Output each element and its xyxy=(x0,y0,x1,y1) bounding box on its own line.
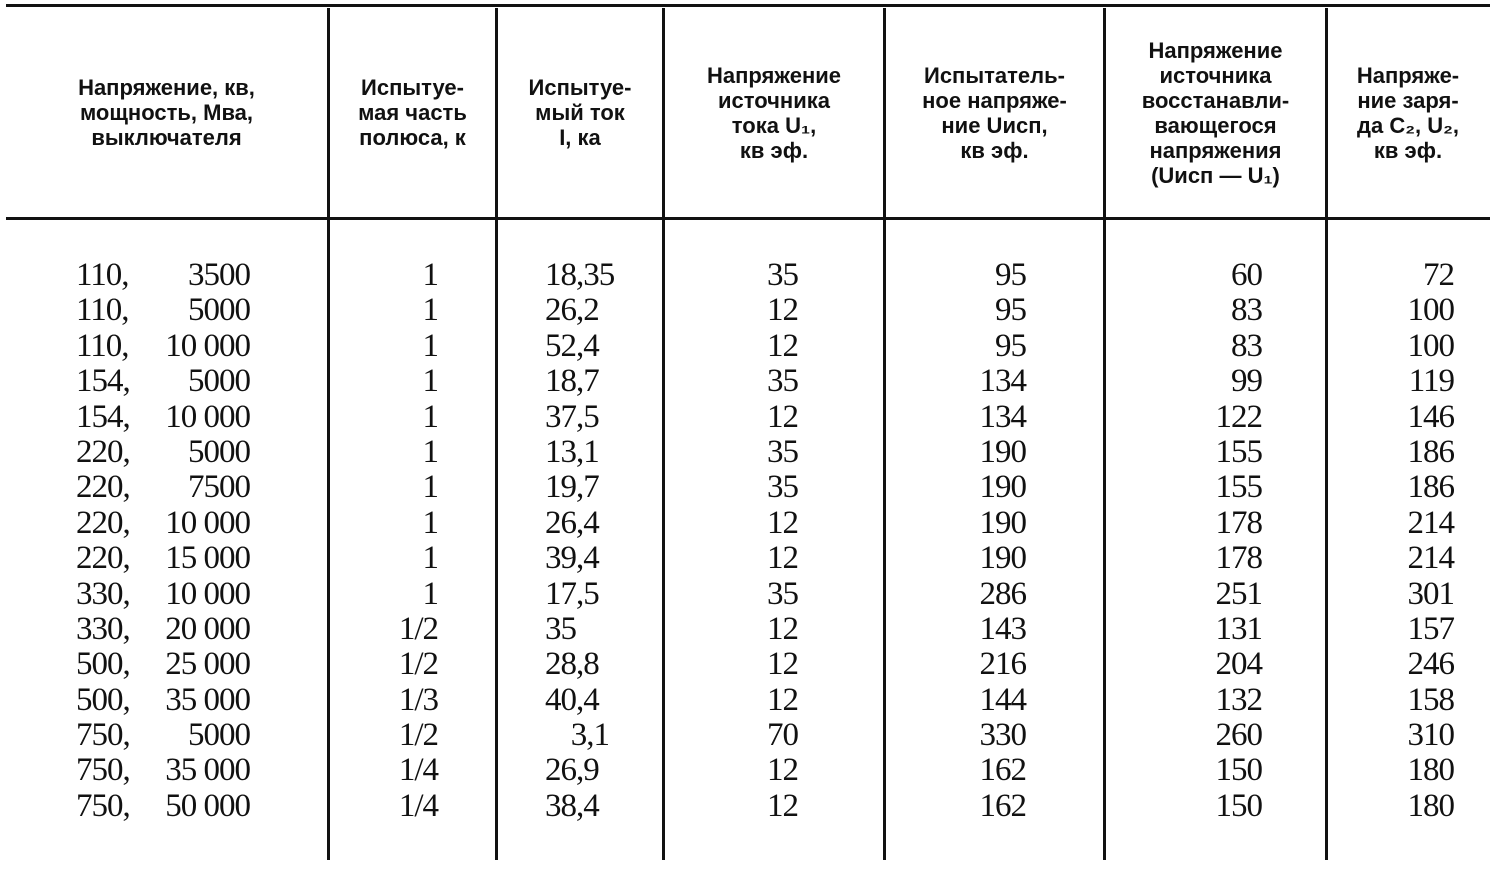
table-cell: 28,8 xyxy=(545,646,599,683)
header-tested-part: Испытуе- мая часть полюса, к xyxy=(358,75,467,150)
table-row: 110, 10 000 xyxy=(76,327,250,364)
table-cell: 190 xyxy=(979,433,1026,470)
column-recovery-voltage xyxy=(1186,258,1262,824)
table-cell: 180 xyxy=(1407,787,1454,824)
table-row: 330, 10 000 xyxy=(76,575,250,612)
table-cell: 12 xyxy=(767,681,798,718)
table-cell: 214 xyxy=(1407,504,1454,541)
table-cell: 35 xyxy=(767,433,798,470)
table-row: 500, 35 000 xyxy=(76,681,250,718)
table-cell: 35 xyxy=(767,363,798,400)
table-cell: 134 xyxy=(979,398,1026,435)
table-cell: 35 xyxy=(767,575,798,612)
table-cell: 216 xyxy=(979,646,1026,683)
table-cell: 83 xyxy=(1231,292,1262,329)
table-cell: 260 xyxy=(1215,717,1262,754)
column-tested-part xyxy=(370,258,438,824)
table-cell: 246 xyxy=(1407,646,1454,683)
header-voltage-power: Напряжение, кв, мощность, Мва, выключателя xyxy=(78,75,255,150)
table-cell: 158 xyxy=(1407,681,1454,718)
table-cell: 1/3 xyxy=(398,681,438,718)
table-cell: 1 xyxy=(422,575,438,612)
table-cell: 146 xyxy=(1407,398,1454,435)
table-cell: 1 xyxy=(422,469,438,506)
table-cell: 72 xyxy=(1423,257,1454,293)
table-cell: 18,7 xyxy=(545,363,599,400)
table-cell: 150 xyxy=(1215,787,1262,824)
header-test-voltage: Испытатель- ное напряже- ние Uисп, кв эф. xyxy=(922,62,1067,163)
table-row: 220, 5000 xyxy=(76,433,250,470)
table-cell: 18,35 xyxy=(545,257,615,293)
table-cell: 99 xyxy=(1231,363,1262,400)
table-row: 330, 20 000 xyxy=(76,610,250,647)
table-row: 154, 10 000 xyxy=(76,398,250,435)
table-cell: 150 xyxy=(1215,752,1262,789)
table-cell: 1/2 xyxy=(398,646,438,683)
table-cell: 286 xyxy=(979,575,1026,612)
table-row: 220, 15 000 xyxy=(76,540,250,577)
table-cell: 1 xyxy=(422,398,438,435)
table-row: 154, 5000 xyxy=(76,363,250,400)
table-cell: 214 xyxy=(1407,540,1454,577)
table-row: 220, 7500 xyxy=(76,469,250,506)
table-cell: 17,5 xyxy=(545,575,599,612)
header-charge-voltage: Напряже- ние заря- да C₂, U₂, кв эф. xyxy=(1356,62,1460,163)
table-cell: 186 xyxy=(1407,433,1454,470)
table-cell: 3,1 xyxy=(570,717,609,754)
table-cell: 1 xyxy=(422,540,438,577)
table-cell: 12 xyxy=(767,292,798,329)
column-test-current xyxy=(545,258,645,824)
table-cell: 12 xyxy=(767,540,798,577)
table-cell: 100 xyxy=(1407,292,1454,329)
column-source-voltage xyxy=(748,258,798,824)
table-cell: 144 xyxy=(979,681,1026,718)
table-cell: 310 xyxy=(1407,717,1454,754)
table-cell: 1/4 xyxy=(398,787,438,824)
header-source-voltage: Напряжение источника тока U₁, кв эф. xyxy=(707,62,841,163)
table-cell: 26,2 xyxy=(545,292,599,329)
table-cell: 162 xyxy=(979,752,1026,789)
table-cell: 12 xyxy=(767,752,798,789)
table-cell: 162 xyxy=(979,787,1026,824)
table-cell: 157 xyxy=(1407,610,1454,647)
table-cell: 60 xyxy=(1231,257,1262,293)
table-cell: 330 xyxy=(979,717,1026,754)
table-cell: 251 xyxy=(1215,575,1262,612)
table-cell: 1 xyxy=(422,433,438,470)
table-cell: 1/2 xyxy=(398,717,438,754)
table-cell: 134 xyxy=(979,363,1026,400)
table-cell: 12 xyxy=(767,610,798,647)
table-cell: 119 xyxy=(1408,363,1454,400)
table-cell: 1/4 xyxy=(398,752,438,789)
table-row: 500, 25 000 xyxy=(76,646,250,683)
table-cell: 100 xyxy=(1407,327,1454,364)
table-cell: 19,7 xyxy=(545,469,599,506)
table-cell: 95 xyxy=(995,327,1026,364)
table-cell: 178 xyxy=(1215,540,1262,577)
header-test-current: Испытуе- мый ток I, ка xyxy=(528,75,632,150)
table-cell: 1 xyxy=(422,257,438,293)
table-cell: 190 xyxy=(979,504,1026,541)
table-cell: 95 xyxy=(995,257,1026,293)
column-voltage-power xyxy=(76,258,256,824)
table-cell: 35 xyxy=(767,469,798,506)
table-cell: 35 xyxy=(545,610,576,647)
table-cell: 186 xyxy=(1407,469,1454,506)
table-cell: 52,4 xyxy=(545,327,599,364)
table-cell: 155 xyxy=(1215,433,1262,470)
table-cell: 40,4 xyxy=(545,681,599,718)
table-cell: 180 xyxy=(1407,752,1454,789)
table-row: 750, 50 000 xyxy=(76,787,250,824)
table-cell: 1 xyxy=(422,327,438,364)
table-cell: 26,9 xyxy=(545,752,599,789)
table-cell: 155 xyxy=(1215,469,1262,506)
table-cell: 39,4 xyxy=(545,540,599,577)
table-cell: 12 xyxy=(767,398,798,435)
column-charge-voltage xyxy=(1374,258,1454,824)
table-cell: 204 xyxy=(1215,646,1262,683)
table-cell: 37,5 xyxy=(545,398,599,435)
table-cell: 12 xyxy=(767,504,798,541)
table-cell: 38,4 xyxy=(545,787,599,824)
table-cell: 190 xyxy=(979,469,1026,506)
table-cell: 301 xyxy=(1407,575,1454,612)
header-recovery-voltage: Напряжение источника восстанавли- вающегося напряжения (Uисп — U₁) xyxy=(1141,37,1290,188)
table-row: 110, 5000 xyxy=(76,292,250,329)
table-cell: 12 xyxy=(767,646,798,683)
header-rule xyxy=(6,217,1490,220)
table-row: 750, 5000 xyxy=(76,717,250,754)
table-cell: 12 xyxy=(767,787,798,824)
table-cell: 1 xyxy=(422,292,438,329)
top-rule xyxy=(6,4,1490,7)
table-cell: 1 xyxy=(422,363,438,400)
table-cell: 190 xyxy=(979,540,1026,577)
column-test-voltage xyxy=(950,258,1026,824)
table-cell: 13,1 xyxy=(545,433,599,470)
table-row: 110, 3500 xyxy=(76,257,250,293)
table-cell: 1/2 xyxy=(398,610,438,647)
table-cell: 83 xyxy=(1231,327,1262,364)
table-cell: 70 xyxy=(767,717,798,754)
table-cell: 26,4 xyxy=(545,504,599,541)
table-cell: 1 xyxy=(422,504,438,541)
table-cell: 122 xyxy=(1215,398,1262,435)
table-cell: 12 xyxy=(767,327,798,364)
table-cell: 132 xyxy=(1215,681,1262,718)
table-cell: 143 xyxy=(979,610,1026,647)
table-cell: 131 xyxy=(1215,610,1262,647)
table-row: 220, 10 000 xyxy=(76,504,250,541)
table-row: 750, 35 000 xyxy=(76,752,250,789)
table-cell: 35 xyxy=(767,257,798,293)
table-cell: 178 xyxy=(1215,504,1262,541)
table-cell: 95 xyxy=(995,292,1026,329)
